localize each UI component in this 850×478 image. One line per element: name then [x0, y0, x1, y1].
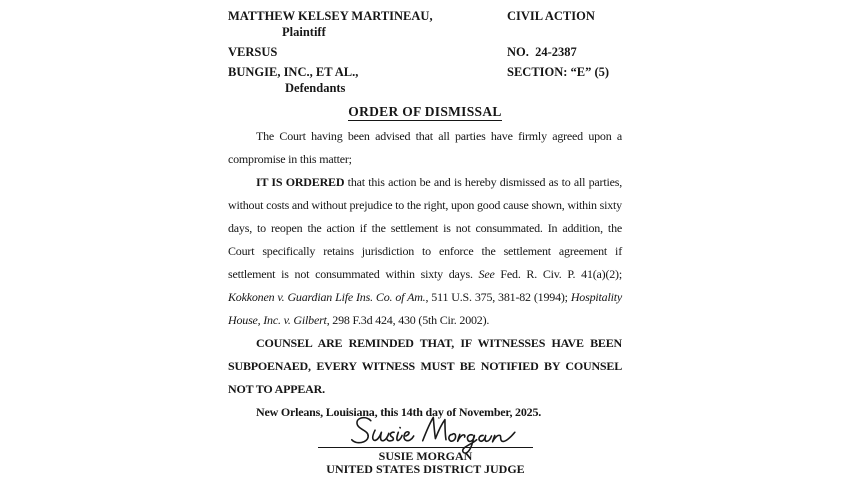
- defendant-name: BUNGIE, INC., ET AL.,: [228, 65, 359, 79]
- paragraph-it-is-ordered: IT IS ORDERED that this action be and is hereby dismissed as to all parties, without costs and without prejudice to the right, upon good cause shown, within sixty days, to reopen the action if the settlement is not consummated. In addition, the Court specifically retains jurisdiction to enforce the settlement agreement if settlement is not consummated within sixty days. See Fed. R. Civ. P. 41(a)(2); Kokkonen v. Guardian Life Ins. Co. of Am., 511 U.S. 375, 381-82 (1994); Hospitality House, Inc. v. Gilbert, 298 F.3d 424, 430 (5th Cir. 2002).: [228, 175, 622, 327]
- caption-defendant-cell: [228, 64, 507, 96]
- paragraph-dateline: New Orleans, Louisiana, this 14th day of November, 2025.: [256, 405, 542, 419]
- signature-line: [318, 412, 533, 448]
- judge-printed-name: SUSIE MORGAN: [378, 449, 473, 463]
- order-title-text: ORDER OF DISMISSAL: [348, 104, 502, 119]
- document-content: [228, 8, 622, 424]
- plaintiff-role: Plaintiff: [282, 25, 326, 39]
- civil-action-label: CIVIL ACTION: [507, 9, 595, 23]
- paragraph-counsel-reminder: COUNSEL ARE REMINDED THAT, IF WITNESSES HAVE BEEN SUBPOENAED, EVERY WITNESS MUST BE NOTIFIED BY COUNSEL NOT TO APPEAR.: [228, 336, 622, 396]
- signature-block: [318, 412, 533, 475]
- plaintiff-name: MATTHEW KELSEY MARTINEAU,: [228, 9, 433, 23]
- versus-label: VERSUS: [228, 45, 278, 59]
- defendant-role: Defendants: [285, 81, 346, 95]
- order-title: [228, 104, 622, 121]
- case-caption: [228, 8, 622, 96]
- paragraph-compromise: The Court having been advised that all parties have firmly agreed upon a compromise in this matter;: [228, 129, 622, 166]
- caption-plaintiff-cell: [228, 8, 507, 40]
- order-body: [228, 125, 622, 424]
- section-label: SECTION: “E” (5): [507, 65, 610, 79]
- case-number: NO. 24-2387: [507, 45, 577, 59]
- judge-title: UNITED STATES DISTRICT JUDGE: [326, 462, 525, 476]
